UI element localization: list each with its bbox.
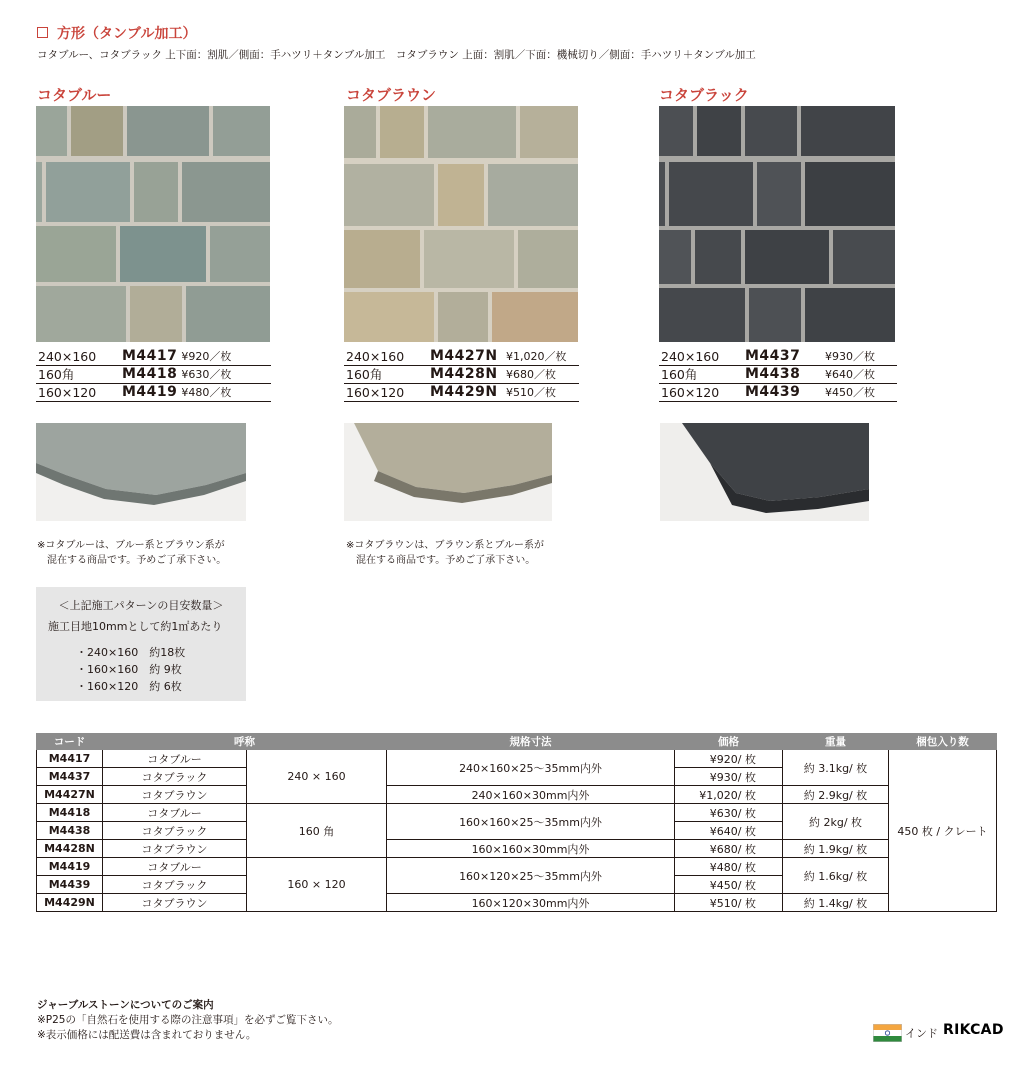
kota-blue-edge-photo bbox=[36, 423, 246, 521]
kota-blue-paving-photo bbox=[36, 106, 270, 342]
kota-brown-edge-photo bbox=[344, 423, 552, 521]
page-title: 方形（タンブル加工） bbox=[57, 26, 197, 42]
price-row: 160×120 M4429N ¥510／枚 bbox=[344, 384, 579, 402]
table-row: M4417 コタブルー 240 × 160 240×160×25～35mm内外 ¥920/ 枚 約 3.1kg/ 枚 450 枚 / クレート bbox=[37, 750, 997, 768]
footer-line-2: ※表示価格には配送費は含まれておりません。 bbox=[37, 1029, 257, 1041]
price-row: 240×160 M4417 ¥920／枚 bbox=[36, 348, 271, 366]
table-row: M4418 コタブルー 160 角 160×160×25～35mm内外 ¥630/ 枚 約 2kg/ 枚 bbox=[37, 804, 997, 822]
kota-brown-paving-photo bbox=[344, 106, 578, 342]
price-row: 160角 M4438 ¥640／枚 bbox=[659, 366, 897, 384]
price-row: 160角 M4418 ¥630／枚 bbox=[36, 366, 271, 384]
price-row: 160角 M4428N ¥680／枚 bbox=[344, 366, 579, 384]
india-flag-icon bbox=[873, 1024, 902, 1042]
kota-blue-price-table bbox=[36, 348, 271, 402]
page-subtitle: コタブルー、コタブラック 上下面：割肌／側面：手ハツリ＋タンブル加工 コタブラウン 上面：割肌／下面：機械切り／側面：手ハツリ＋タンブル加工 bbox=[37, 49, 756, 61]
brand-logo: RIKCAD bbox=[943, 1022, 1004, 1038]
price-row: 160×120 M4419 ¥480／枚 bbox=[36, 384, 271, 402]
kota-black-paving-photo bbox=[659, 106, 895, 342]
title-checkbox-icon bbox=[37, 27, 48, 38]
price-row: 240×160 M4427N ¥1,020／枚 bbox=[344, 348, 579, 366]
table-row: M4428N コタブラウン 160×160×30mm内外 ¥680/ 枚 約 1.9kg/ 枚 bbox=[37, 840, 997, 858]
kota-brown-price-table bbox=[344, 348, 579, 402]
footer-line-1: ※P25の「自然石を使用する際の注意事項」を必ずご覧下さい。 bbox=[37, 1014, 339, 1026]
kota-black-edge-photo bbox=[660, 423, 869, 521]
footer-notes bbox=[37, 998, 339, 1043]
table-row: M4429N コタブラウン 160×120×30mm内外 ¥510/ 枚 約 1.4kg/ 枚 bbox=[37, 894, 997, 912]
product-name-kota-brown: コタブラウン bbox=[346, 86, 437, 104]
table-row: M4419 コタブルー 160 × 120 160×120×25～35mm内外 ¥480/ 枚 約 1.6kg/ 枚 bbox=[37, 858, 997, 876]
kota-brown-note: ※コタブラウンは、ブラウン系とブルー系が 混在する商品です。予めご了承下さい。 bbox=[346, 540, 544, 566]
table-row: M4439 コタブラック ¥450/ 枚 bbox=[37, 876, 997, 894]
kota-black-price-table bbox=[659, 348, 897, 402]
product-name-kota-black: コタブラック bbox=[659, 86, 749, 104]
quantity-guide-box bbox=[36, 587, 246, 701]
spec-table bbox=[36, 733, 997, 912]
guide-title: ＜上記施工パターンの目安数量＞ bbox=[58, 599, 224, 612]
guide-items: ・240×160 約18枚 ・160×160 約 9枚 ・160×120 約 6枚 bbox=[76, 646, 186, 693]
spec-header-row: コード 呼称 規格寸法 価格 重量 梱包入り数 bbox=[37, 734, 997, 750]
kota-blue-note: ※コタブルーは、ブルー系とブラウン系が 混在する商品です。予めご了承下さい。 bbox=[37, 540, 227, 566]
footer-heading: ジャーブルストーンについてのご案内 bbox=[37, 999, 214, 1011]
guide-basis: 施工目地10mmとして約1㎡あたり bbox=[48, 620, 223, 633]
origin-country: インド bbox=[905, 1027, 938, 1040]
table-row: M4427N コタブラウン 240×160×30mm内外 ¥1,020/ 枚 約 2.9kg/ 枚 bbox=[37, 786, 997, 804]
product-name-kota-blue: コタブルー bbox=[37, 86, 112, 104]
table-row: M4438 コタブラック ¥640/ 枚 bbox=[37, 822, 997, 840]
table-row: M4437 コタブラック ¥930/ 枚 bbox=[37, 768, 997, 786]
packing-cell: 450 枚 / クレート bbox=[889, 750, 997, 912]
price-row: 240×160 M4437 ¥930／枚 bbox=[659, 348, 897, 366]
price-row: 160×120 M4439 ¥450／枚 bbox=[659, 384, 897, 402]
